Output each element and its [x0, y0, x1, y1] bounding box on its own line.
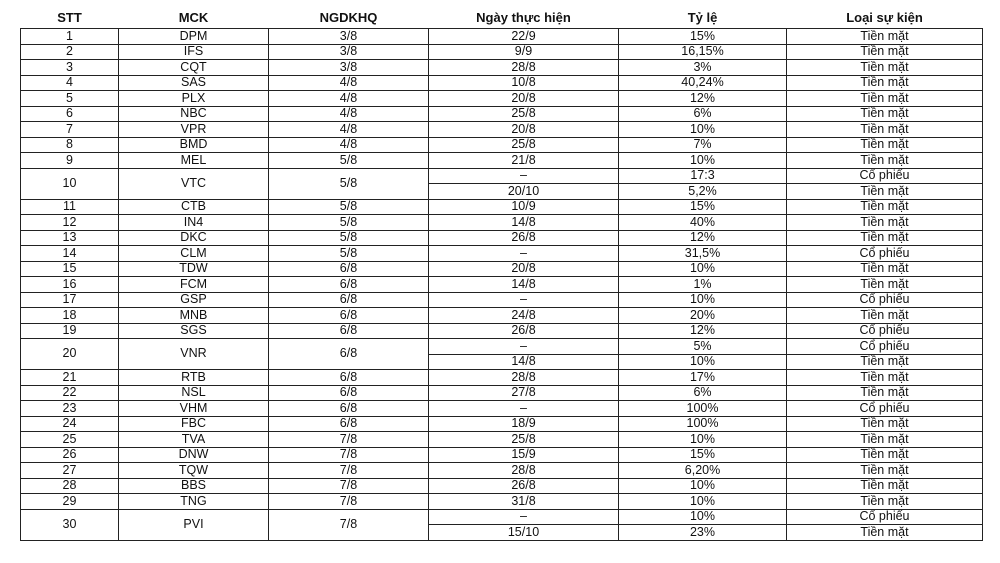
event-type-cell: Tiền mặt [787, 463, 983, 479]
event-type-cell: Tiền mặt [787, 261, 983, 277]
ratio-cell: 40,24% [619, 75, 787, 91]
record-date-cell: 7/8 [269, 447, 429, 463]
ratio-cell: 7% [619, 137, 787, 153]
stt-cell: 6 [21, 106, 119, 122]
event-type-cell: Cổ phiếu [787, 509, 983, 525]
table-row [21, 29, 983, 45]
stt-cell: 7 [21, 122, 119, 138]
ratio-cell: 12% [619, 91, 787, 107]
ticker-cell: VPR [119, 122, 269, 138]
execution-date-cell: 26/8 [429, 230, 619, 246]
stt-cell: 19 [21, 323, 119, 339]
ratio-cell: 10% [619, 494, 787, 510]
ratio-cell: 15% [619, 199, 787, 215]
event-type-cell: Tiền mặt [787, 44, 983, 60]
stt-cell: 3 [21, 60, 119, 76]
ratio-cell: 100% [619, 416, 787, 432]
header-ty-le: Tỷ lệ [619, 8, 787, 29]
event-type-cell: Tiền mặt [787, 153, 983, 169]
stt-cell: 23 [21, 401, 119, 417]
stt-cell: 16 [21, 277, 119, 293]
table-row [21, 199, 983, 215]
event-type-cell: Tiền mặt [787, 385, 983, 401]
ticker-cell: CLM [119, 246, 269, 262]
record-date-cell: 4/8 [269, 122, 429, 138]
ratio-cell: 10% [619, 153, 787, 169]
event-type-cell: Tiền mặt [787, 277, 983, 293]
ticker-cell: FBC [119, 416, 269, 432]
event-type-cell: Cổ phiếu [787, 323, 983, 339]
stt-cell: 30 [21, 509, 119, 540]
table-row [21, 432, 983, 448]
record-date-cell: 6/8 [269, 308, 429, 324]
event-type-cell: Tiền mặt [787, 525, 983, 541]
record-date-cell: 5/8 [269, 246, 429, 262]
dividend-event-table-container [20, 8, 982, 541]
ratio-cell: 10% [619, 432, 787, 448]
execution-date-cell: 25/8 [429, 432, 619, 448]
event-type-cell: Cổ phiếu [787, 339, 983, 355]
table-row [21, 370, 983, 386]
record-date-cell: 6/8 [269, 385, 429, 401]
execution-date-cell: 9/9 [429, 44, 619, 60]
ratio-cell: 6,20% [619, 463, 787, 479]
execution-date-cell: 20/8 [429, 122, 619, 138]
record-date-cell: 7/8 [269, 494, 429, 510]
table-row [21, 230, 983, 246]
table-row [21, 168, 983, 184]
ticker-cell: IN4 [119, 215, 269, 231]
ratio-cell: 5% [619, 339, 787, 355]
table-row [21, 261, 983, 277]
record-date-cell: 4/8 [269, 137, 429, 153]
execution-date-cell: 15/9 [429, 447, 619, 463]
record-date-cell: 3/8 [269, 60, 429, 76]
event-type-cell: Tiền mặt [787, 308, 983, 324]
ratio-cell: 3% [619, 60, 787, 76]
execution-date-cell: 14/8 [429, 215, 619, 231]
record-date-cell: 6/8 [269, 339, 429, 370]
ticker-cell: RTB [119, 370, 269, 386]
execution-date-cell: 27/8 [429, 385, 619, 401]
table-row [21, 401, 983, 417]
ratio-cell: 10% [619, 509, 787, 525]
record-date-cell: 5/8 [269, 215, 429, 231]
ticker-cell: CTB [119, 199, 269, 215]
ratio-cell: 100% [619, 401, 787, 417]
stt-cell: 2 [21, 44, 119, 60]
ticker-cell: SAS [119, 75, 269, 91]
record-date-cell: 3/8 [269, 29, 429, 45]
execution-date-cell: – [429, 339, 619, 355]
execution-date-cell: 24/8 [429, 308, 619, 324]
record-date-cell: 4/8 [269, 91, 429, 107]
execution-date-cell: – [429, 401, 619, 417]
execution-date-cell: 10/9 [429, 199, 619, 215]
execution-date-cell: 26/8 [429, 478, 619, 494]
table-row [21, 91, 983, 107]
table-header-row [21, 8, 983, 29]
ratio-cell: 20% [619, 308, 787, 324]
event-type-cell: Tiền mặt [787, 432, 983, 448]
ticker-cell: TDW [119, 261, 269, 277]
ratio-cell: 15% [619, 447, 787, 463]
ratio-cell: 10% [619, 478, 787, 494]
execution-date-cell: 31/8 [429, 494, 619, 510]
table-row [21, 416, 983, 432]
record-date-cell: 6/8 [269, 261, 429, 277]
stt-cell: 25 [21, 432, 119, 448]
table-body [21, 29, 983, 541]
record-date-cell: 6/8 [269, 292, 429, 308]
record-date-cell: 7/8 [269, 509, 429, 540]
stt-cell: 1 [21, 29, 119, 45]
event-type-cell: Tiền mặt [787, 60, 983, 76]
ticker-cell: MEL [119, 153, 269, 169]
record-date-cell: 6/8 [269, 401, 429, 417]
ratio-cell: 10% [619, 261, 787, 277]
event-type-cell: Cổ phiếu [787, 292, 983, 308]
ticker-cell: SGS [119, 323, 269, 339]
ticker-cell: DNW [119, 447, 269, 463]
stt-cell: 28 [21, 478, 119, 494]
header-ngay-thuc-hien: Ngày thực hiện [429, 8, 619, 29]
ratio-cell: 6% [619, 385, 787, 401]
stt-cell: 14 [21, 246, 119, 262]
event-type-cell: Tiền mặt [787, 106, 983, 122]
table-row [21, 246, 983, 262]
event-type-cell: Tiền mặt [787, 91, 983, 107]
record-date-cell: 5/8 [269, 168, 429, 199]
table-row [21, 106, 983, 122]
execution-date-cell: 15/10 [429, 525, 619, 541]
table-row [21, 463, 983, 479]
ratio-cell: 12% [619, 323, 787, 339]
ticker-cell: TQW [119, 463, 269, 479]
record-date-cell: 7/8 [269, 463, 429, 479]
record-date-cell: 6/8 [269, 416, 429, 432]
stt-cell: 8 [21, 137, 119, 153]
ratio-cell: 17% [619, 370, 787, 386]
header-stt: STT [21, 8, 119, 29]
event-type-cell: Tiền mặt [787, 447, 983, 463]
table-row [21, 122, 983, 138]
table-row [21, 385, 983, 401]
stt-cell: 27 [21, 463, 119, 479]
execution-date-cell: 20/10 [429, 184, 619, 200]
table-row [21, 494, 983, 510]
ratio-cell: 10% [619, 292, 787, 308]
stt-cell: 21 [21, 370, 119, 386]
event-type-cell: Tiền mặt [787, 29, 983, 45]
record-date-cell: 7/8 [269, 478, 429, 494]
record-date-cell: 5/8 [269, 230, 429, 246]
ticker-cell: FCM [119, 277, 269, 293]
stt-cell: 18 [21, 308, 119, 324]
event-type-cell: Tiền mặt [787, 478, 983, 494]
execution-date-cell: 18/9 [429, 416, 619, 432]
event-type-cell: Tiền mặt [787, 199, 983, 215]
stt-cell: 22 [21, 385, 119, 401]
record-date-cell: 4/8 [269, 75, 429, 91]
table-row [21, 292, 983, 308]
stt-cell: 24 [21, 416, 119, 432]
ticker-cell: PLX [119, 91, 269, 107]
ratio-cell: 23% [619, 525, 787, 541]
ticker-cell: IFS [119, 44, 269, 60]
header-mck: MCK [119, 8, 269, 29]
table-row [21, 308, 983, 324]
event-type-cell: Cổ phiếu [787, 401, 983, 417]
execution-date-cell: 20/8 [429, 261, 619, 277]
table-row [21, 44, 983, 60]
record-date-cell: 5/8 [269, 153, 429, 169]
stt-cell: 11 [21, 199, 119, 215]
ratio-cell: 1% [619, 277, 787, 293]
record-date-cell: 3/8 [269, 44, 429, 60]
table-row [21, 478, 983, 494]
ratio-cell: 6% [619, 106, 787, 122]
execution-date-cell: 10/8 [429, 75, 619, 91]
ticker-cell: TVA [119, 432, 269, 448]
ratio-cell: 15% [619, 29, 787, 45]
ticker-cell: TNG [119, 494, 269, 510]
stt-cell: 10 [21, 168, 119, 199]
stt-cell: 29 [21, 494, 119, 510]
event-type-cell: Cổ phiếu [787, 246, 983, 262]
execution-date-cell: 22/9 [429, 29, 619, 45]
ticker-cell: NBC [119, 106, 269, 122]
ratio-cell: 17:3 [619, 168, 787, 184]
execution-date-cell: 28/8 [429, 60, 619, 76]
table-row [21, 153, 983, 169]
stt-cell: 13 [21, 230, 119, 246]
ratio-cell: 10% [619, 354, 787, 370]
execution-date-cell: – [429, 292, 619, 308]
execution-date-cell: 14/8 [429, 277, 619, 293]
ratio-cell: 31,5% [619, 246, 787, 262]
execution-date-cell: – [429, 246, 619, 262]
ratio-cell: 12% [619, 230, 787, 246]
record-date-cell: 6/8 [269, 323, 429, 339]
event-type-cell: Tiền mặt [787, 370, 983, 386]
table-row [21, 60, 983, 76]
event-type-cell: Tiền mặt [787, 184, 983, 200]
ratio-cell: 10% [619, 122, 787, 138]
execution-date-cell: 25/8 [429, 106, 619, 122]
ticker-cell: DPM [119, 29, 269, 45]
execution-date-cell: 28/8 [429, 463, 619, 479]
stt-cell: 20 [21, 339, 119, 370]
ticker-cell: CQT [119, 60, 269, 76]
table-row [21, 75, 983, 91]
event-type-cell: Tiền mặt [787, 416, 983, 432]
execution-date-cell: – [429, 168, 619, 184]
stt-cell: 4 [21, 75, 119, 91]
event-type-cell: Tiền mặt [787, 230, 983, 246]
ticker-cell: DKC [119, 230, 269, 246]
event-type-cell: Tiền mặt [787, 75, 983, 91]
event-type-cell: Tiền mặt [787, 494, 983, 510]
stt-cell: 26 [21, 447, 119, 463]
event-type-cell: Tiền mặt [787, 215, 983, 231]
ticker-cell: VHM [119, 401, 269, 417]
execution-date-cell: 21/8 [429, 153, 619, 169]
header-ngdkhq: NGDKHQ [269, 8, 429, 29]
record-date-cell: 6/8 [269, 370, 429, 386]
event-type-cell: Tiền mặt [787, 122, 983, 138]
stt-cell: 17 [21, 292, 119, 308]
stt-cell: 5 [21, 91, 119, 107]
execution-date-cell: 25/8 [429, 137, 619, 153]
ratio-cell: 16,15% [619, 44, 787, 60]
ticker-cell: MNB [119, 308, 269, 324]
ratio-cell: 5,2% [619, 184, 787, 200]
table-row [21, 323, 983, 339]
table-row [21, 509, 983, 525]
ratio-cell: 40% [619, 215, 787, 231]
ticker-cell: PVI [119, 509, 269, 540]
table-row [21, 137, 983, 153]
ticker-cell: VTC [119, 168, 269, 199]
record-date-cell: 6/8 [269, 277, 429, 293]
table-row [21, 277, 983, 293]
record-date-cell: 7/8 [269, 432, 429, 448]
ticker-cell: NSL [119, 385, 269, 401]
dividend-event-table [20, 8, 983, 541]
record-date-cell: 5/8 [269, 199, 429, 215]
event-type-cell: Tiền mặt [787, 137, 983, 153]
header-loai-su-kien: Loại sự kiện [787, 8, 983, 29]
ticker-cell: BBS [119, 478, 269, 494]
table-row [21, 447, 983, 463]
event-type-cell: Cổ phiếu [787, 168, 983, 184]
record-date-cell: 4/8 [269, 106, 429, 122]
stt-cell: 9 [21, 153, 119, 169]
execution-date-cell: 28/8 [429, 370, 619, 386]
ticker-cell: VNR [119, 339, 269, 370]
table-row [21, 215, 983, 231]
execution-date-cell: 14/8 [429, 354, 619, 370]
table-row [21, 339, 983, 355]
execution-date-cell: – [429, 509, 619, 525]
stt-cell: 12 [21, 215, 119, 231]
event-type-cell: Tiền mặt [787, 354, 983, 370]
execution-date-cell: 26/8 [429, 323, 619, 339]
stt-cell: 15 [21, 261, 119, 277]
execution-date-cell: 20/8 [429, 91, 619, 107]
ticker-cell: BMD [119, 137, 269, 153]
ticker-cell: GSP [119, 292, 269, 308]
